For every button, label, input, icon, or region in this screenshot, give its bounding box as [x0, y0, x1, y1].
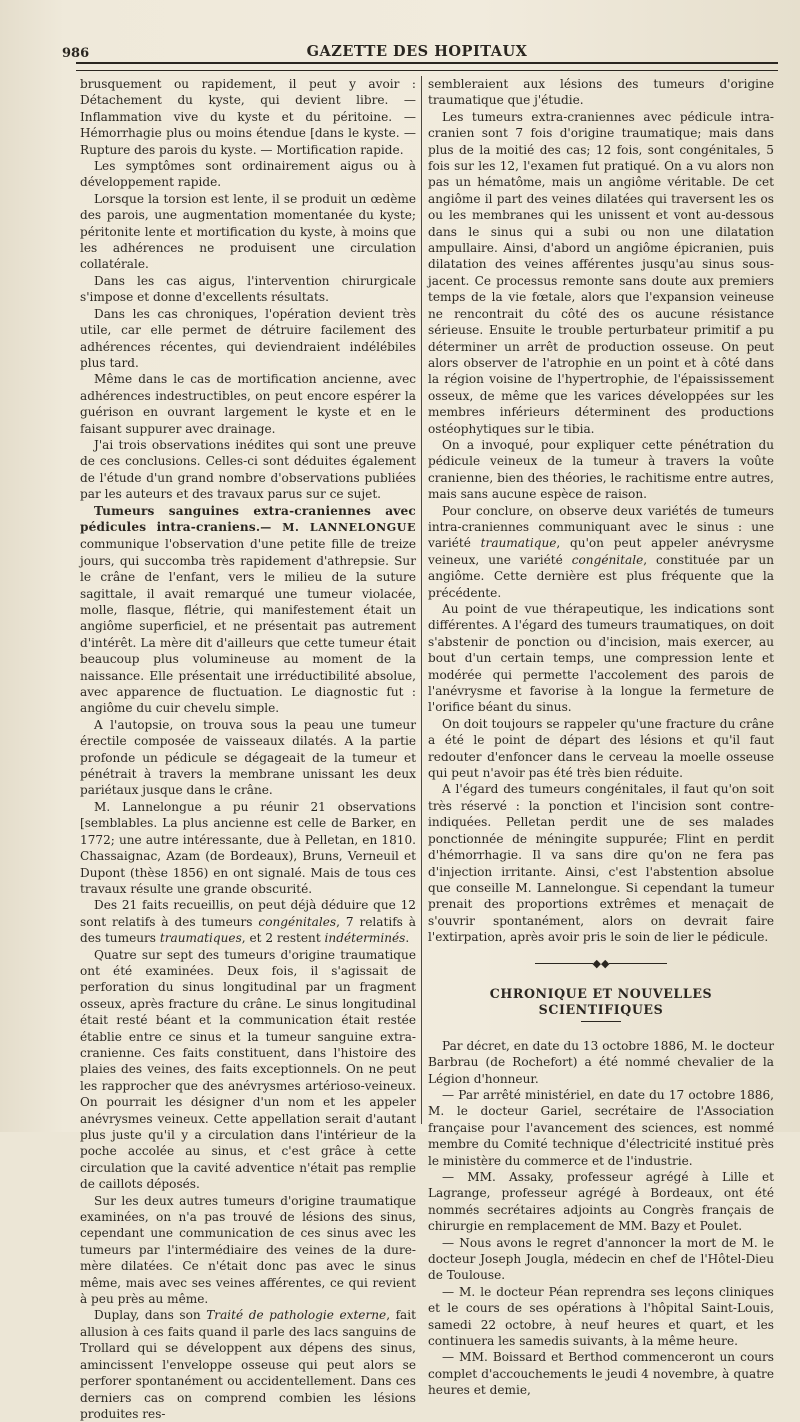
paragraph: Quatre sur sept des tumeurs d'origine traumatique ont été examinées. Deux fois, il s'agissait de perforation du sinus longitudinal par un fragment osseux, après fracture du crâne. Le sinus longitudinal était resté béant et la communication était restée établie entre ce sinus et la tumeur sanguine extra-cranienne. Ces faits constituent, dans l'histoire des plaies des veines, des faits exceptionnels. On ne peut les rapprocher que des anévrysmes artérioso-veineux. On pourrait les désigner d'un nom et les appeler anévrysmes veineux. Cette appellation serait d'autant plus juste qu'il y a circulation dans l'intérieur de la poche accolée au sinus, et c'est grâce à cette circulation que la cavité adventice n'était pas remplie de caillots déposés. — [80, 947, 416, 1192]
section-title: Tumeurs sanguines extra-craniennes avec pédicules intra-craniens. — [80, 503, 416, 534]
paragraph — [80, 897, 416, 946]
paragraph: Même dans le cas de mortification ancienne, avec adhérences indestructibles, on peut encore espérer la guérison en ouvrant largement le kyste et en le faisant suppurer avec drainage. — [80, 372, 416, 436]
italic-term: congénitale — [571, 552, 644, 567]
italic-term: traumatique — [480, 536, 557, 551]
page-number: 986 — [62, 46, 90, 61]
left-column — [80, 76, 416, 1422]
section-heading-paragraph — [80, 503, 416, 717]
text-run: Pour conclure, on observe deux variétés de tumeurs intra-craniennes communiquant avec le sinus : une variété — [428, 503, 774, 551]
paragraph — [80, 1307, 416, 1422]
paragraph: Dans les cas aigus, l'intervention chirurgicale s'impose et donne d'excellents résultats. — [80, 273, 416, 305]
news-item: — MM. Assaky, professeur agrégé à Lille et Lagrange, professeur agrégé à Bordeaux, ont été nommés secrétaires adjoints au Congrès français de chirurgie en remplacement de MM. Bazy et Poulet. — [428, 1170, 774, 1234]
chronique-heading: CHRONIQUE ET NOUVELLES SCIENTIFIQUES — [489, 985, 713, 1018]
paragraph: Lorsque la torsion est lente, il se produit un œdème des parois, une augmentation momentanée du kyste; péritonite lente et mortification du kyste, à moins que les adhérences ne produisent une circulation collatérale. — [80, 191, 416, 272]
section-ornament — [428, 956, 774, 972]
header-rule — [76, 62, 778, 71]
paragraph: Au point de vue thérapeutique, les indications sont différentes. A l'égard des tumeurs traumatiques, on doit s'abstenir de ponction ou d'incision, mais exercer, au bout d'un certain temps, une compression lente et modérée qui permette l'accolement des parois de l'anévrysme et favorise à la longue la fermeture de l'orifice béant du sinus. — [428, 602, 774, 715]
news-item: — Nous avons le regret d'annoncer la mort de M. le docteur Joseph Jougla, médecin en chef de l'Hôtel-Dieu de Toulouse. — [428, 1235, 774, 1283]
text-run: Duplay, dans son — [94, 1308, 207, 1323]
section-author: — M. LANNELONGUE — [260, 520, 416, 534]
text-run: , qu'on peut appeler anévrysme veineux, une variété — [428, 536, 774, 567]
italic-term: traumatiques — [159, 931, 242, 946]
text-run: , constituée par un angiôme. Cette dernière est plus fréquente que la précédente. — [428, 552, 774, 600]
journal-title: GAZETTE DES HOPITAUX — [306, 43, 528, 60]
column-divider — [421, 76, 422, 1124]
paragraph: Dans les cas chroniques, l'opération devient très utile, car elle permet de détruire facilement des adhérences récentes, qui deviendraient indélébiles plus tard. — [80, 306, 416, 370]
italic-title: Traité de pathologie externe — [206, 1308, 387, 1323]
paragraph: A l'égard des tumeurs congénitales, il faut qu'on soit très réservé : la ponction et l'incision sont contre-indiquées. Pelletan perdit une de ses malades ponctionnée de méningite suppurée; Flint en perdit d'hémorrhagie. Il va sans dire qu'on ne fera pas d'injection irritante. Ainsi, c'est l'abstention absolue que conseille M. Lannelongue. Si cependant la tumeur prenait des proportions extrêmes et menaçait de s'ouvrir spontanément, alors on devrait faire l'extirpation, après avoir pris le soin de lier le pédicule. — [428, 782, 774, 945]
paragraph: M. Lannelongue a pu réunir 21 observations [semblables. La plus ancienne est celle de Barker, en 1772; une autre intéressante, due à Pelletan, en 1810. Chassaignac, Azam (de Bordeaux), Bruns, Verneuil et Dupont (thèse 1856) en ont signalé. Mais de tous ces travaux résulte une grande obscurité. — [80, 799, 416, 896]
text-run: Des 21 faits recueillis, on peut déjà déduire que 12 sont relatifs à des tumeurs — [80, 898, 416, 929]
page-header — [58, 40, 776, 62]
heading-rule — [581, 1021, 621, 1022]
news-item: — MM. Boissard et Berthod commenceront un cours complet d'accouchements le jeudi 4 novembre, à quatre heures et demie, — [428, 1350, 774, 1398]
italic-term: congénitales — [258, 914, 337, 929]
paragraph: Les symptômes sont ordinairement aigus ou à développement rapide. — [80, 159, 416, 190]
paragraph: Sur les deux autres tumeurs d'origine traumatique examinées, on n'a pas trouvé de lésions des sinus, cependant une communication de ces sinus avec les tumeurs par l'intermédiaire des veines de la dure-mère dilatées. Ce n'était donc pas avec le sinus même, mais avec ses veines afférentes, ce qui revient à peu près au même. — [80, 1193, 416, 1307]
news-item: — M. le docteur Péan reprendra ses leçons cliniques et le cours de ses opérations à l'hôpital Saint-Louis, samedi 22 octobre, à neuf heures et quart, et les continuera les samedis suivants, à la même heure. — [428, 1284, 774, 1349]
ornament-diamonds: ◆◆ — [592, 956, 610, 970]
text-run: , 7 relatifs à des tumeurs — [80, 914, 416, 946]
section-body: communique l'observation d'une petite fille de treize jours, qui succomba très rapidement d'athrepsie. Sur le crâne de l'enfant, vers le milieu de la suture sagittale, il avait remarqué une tumeur violacée, molle, flasque, flétrie, qui manifestement était un angiôme superficiel, et ne présentait pas autrement d'intérêt. La mère dit d'ailleurs que cette tumeur était beaucoup plus volumineuse au moment de la naissance. Elle présentait une irréductibilité absolue, avec apparence de fluctuation. Le diagnostic fut : angiôme du cuir chevelu simple. — [80, 537, 416, 716]
ornament-line — [609, 963, 667, 964]
paragraph: sembleraient aux lésions des tumeurs d'origine traumatique que j'étudie. — [428, 77, 774, 108]
text-run: . — [405, 931, 410, 946]
paragraph: On a invoqué, pour expliquer cette pénétration du pédicule veineux de la tumeur à travers la voûte cranienne, bien des théories, le rachitisme entre autres, mais sans aucune espèce de raison. — [428, 437, 774, 502]
paragraph: brusquement ou rapidement, il peut y avoir : Détachement du kyste, qui devient libre. — Inflammation vive du kyste et du péritoine. — Hémorrhagie plus ou moins étendue [dans le kyste. — Rupture des parois du kyste. — Mortification rapide. — [80, 77, 416, 157]
right-column — [428, 76, 774, 1399]
news-item: — Par arrêté ministériel, en date du 17 octobre 1886, M. le docteur Gariel, secrétaire de l'Association française pour l'avancement des sciences, est nommé membre du Comité technique d'électricité institué près le ministère du commerce et de l'industrie. — [428, 1087, 774, 1168]
news-item: Par décret, en date du 13 octobre 1886, M. le docteur Barbrau (de Rochefort) a été nommé chevalier de la Légion d'honneur. — [428, 1038, 774, 1086]
paragraph: Les tumeurs extra-craniennes avec pédicule intra-cranien sont 7 fois d'origine traumatique; mais dans plus de la moitié des cas; 12 fois, sont congénitales, 5 fois sur les 12, l'examen fut pratiqué. On a vu alors non pas un hématôme, mais un angiôme véritable. De cet angiôme il part des veines dilatées qui traversent les os ou les membranes qui les unissent et vont au-dessous dans le sinus qui a subi ou non une dilatation ampullaire. Ainsi, d'abord un angiôme épicranien, puis dilatation des veines afférentes jusqu'au sinus sous-jacent. Ce processus remonte sans doute aux premiers temps de la vie fœtale, alors que l'expansion veineuse ne rencontrait du côté des os aucune résistance sérieuse. Ensuite le trouble perturbateur primitif a pu déterminer un arrêt de production osseuse. On peut alors observer de l'atrophie en un point et à côté dans la région voisine de l'hypertrophie, de l'épaississement osseux, de même que les varices développées sur les membres inférieurs déterminent des productions ostéophytiques sur le tibia. — [428, 109, 774, 436]
paragraph: J'ai trois observations inédites qui sont une preuve de ces conclusions. Celles-ci sont déduites également de l'étude d'un grand nombre d'observations publiées par les auteurs et des travaux parus sur ce sujet. — [80, 437, 416, 502]
paragraph: On doit toujours se rappeler qu'une fracture du crâne a été le point de départ des lésions et qu'il faut redouter d'enfoncer dans le cerveau la moelle osseuse qui peut n'avoir pas été très bien réduite. — [428, 716, 774, 781]
paragraph: A l'autopsie, on trouva sous la peau une tumeur érectile composée de vaisseaux dilatés. A la partie profonde un pédicule se dégageait de la tumeur et pénétrait à travers la membrane unissant les deux pariétaux jusque dans le crâne. — [80, 717, 416, 798]
paragraph — [428, 503, 774, 601]
italic-term: indéterminés — [324, 931, 406, 946]
text-run: , fait allusion à ces faits quand il parle des lacs sanguins de Trollard qui se développent aux dépens des sinus, amincissent l'enveloppe osseuse qui peut alors se perforer spontanément ou accidentellement. Dans ces derniers cas on comprend combien les lésions produites res- — [80, 1308, 416, 1421]
ornament-line — [535, 963, 593, 964]
text-run: , et 2 restent — [241, 931, 325, 946]
